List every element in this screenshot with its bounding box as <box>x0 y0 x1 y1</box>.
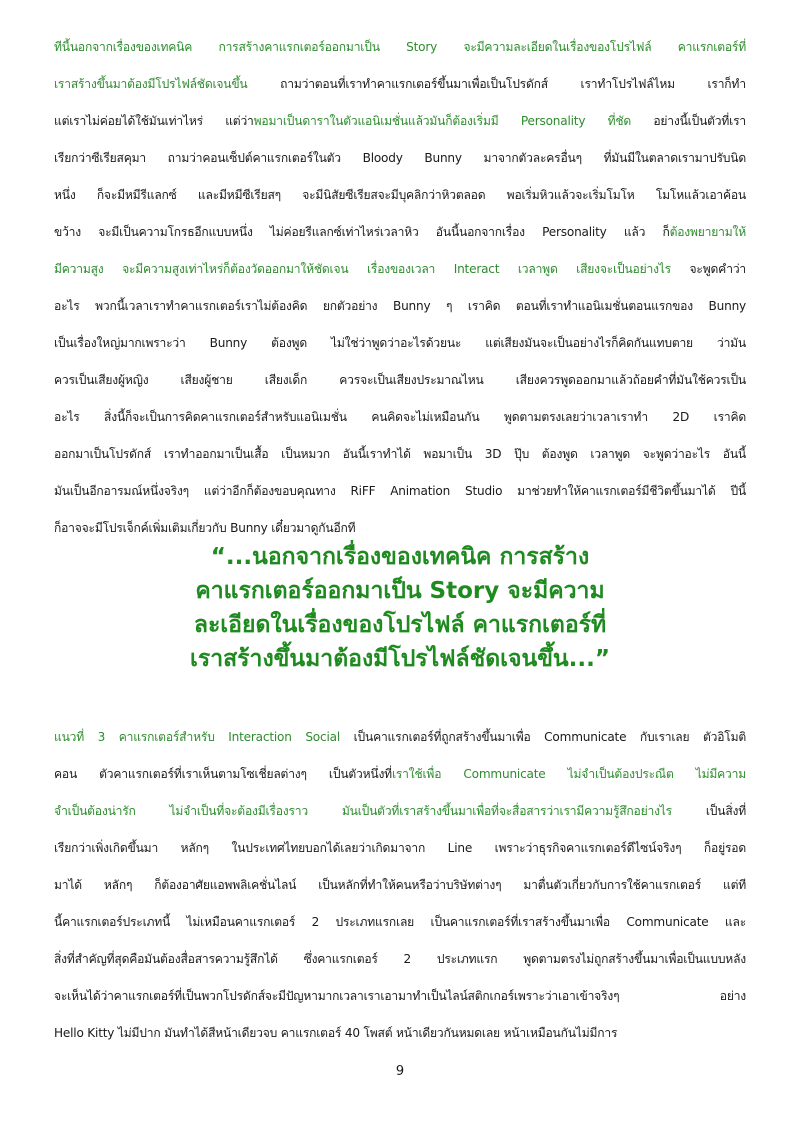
body-text: เป็นคาแรกเตอร์ที่ถูกสร้างขึ้นมาเพื่อ Communicate กับเราเลย ตัวอิโมติ <box>339 730 746 744</box>
body-text: หนึ่ง ก็จะมีหมีรีแลกซ์ และมีหมีซีเรียสๆ จะมีนิสัยซีเรียสจะมีบุคลิกว่าหิวตลอด พอเริ่มหิวแล้วจะเริ่มโมโห โมโหแล้วเอาค้อน <box>54 188 746 202</box>
highlighted-text: มีความสูง จะมีความสูงเท่าไหร่ก็ต้องวัดออกมาให้ชัดเจน เรื่องของเวลา Interact เวลาพูด เสียงจะเป็นอย่างไร <box>54 262 671 276</box>
text-line <box>54 904 746 941</box>
body-text: จะพูดคำว่า <box>670 262 746 276</box>
body-text: อะไร สิ่งนี้ก็จะเป็นการคิดคาแรกเตอร์สำหรับแอนิเมชั่น คนคิดจะไม่เหมือนกัน พูดตามตรงเลยว่าเวลาเราทำ 2D เราคิด <box>54 410 746 424</box>
body-text: นี้คาแรกเตอร์ประเภทนี้ ไม่เหมือนคาแรกเตอร์ 2 ประเภทแรกเลย เป็นคาแรกเตอร์ที่เราสร้างขึ้นมาเพื่อ Communicate และ <box>54 915 746 929</box>
highlighted-text: เราสร้างขึ้นมาต้องมีโปรไฟล์ชัดเจนขึ้น <box>54 77 248 91</box>
body-paragraph-2 <box>54 719 746 1052</box>
highlighted-text: ต้องพยายามให้ <box>669 225 746 239</box>
text-line <box>54 941 746 978</box>
body-text: ขว้าง จะมีเป็นความโกรธอีกแบบหนึ่ง ไม่ค่อยรีแลกซ์เท่าไหร่เวลาหิว อันนี้นอกจากเรื่อง Personality แล้ว ก็ <box>54 225 670 239</box>
body-text: อะไร พวกนี้เวลาเราทำคาแรกเตอร์เราไม่ต้องคิด ยกตัวอย่าง Bunny ๆ เราคิด ตอนที่เราทำแอนิเมชั่นตอนแรกของ Bunny <box>54 299 746 313</box>
body-paragraph-1 <box>54 29 746 547</box>
body-text: เป็นเรื่องใหญ่มากเพราะว่า Bunny ต้องพูด ไม่ใช่ว่าพูดว่าอะไรด้วยนะ แต่เสียงมันจะเป็นอย่างไรก็คิดกันแทบตาย ว่ามัน <box>54 336 746 350</box>
pull-quote-line: “...นอกจากเรื่องของเทคนิค การสร้าง <box>210 544 590 570</box>
body-text: มาได้ หลักๆ ก็ต้องอาศัยแอพพลิเคชั่นไลน์ เป็นหลักที่ทำให้คนหรือว่าบริษัทต่างๆ มาตื่นตัวเกี่ยวกับการใช้คาแรกเตอร์ แต่ที <box>54 878 746 892</box>
text-line <box>54 103 746 140</box>
text-line <box>54 29 746 66</box>
text-line <box>54 756 746 793</box>
body-text: ออกมาเป็นโปรดักส์ เราทำออกมาเป็นเสื้อ เป็นหมวก อันนี้เราทำได้ พอมาเป็น 3D ปุ๊บ ต้องพูด เวลาพูด จะพูดว่าอะไร อันนี้ <box>54 447 746 461</box>
pull-quote-line: ละเอียดในเรื่องของโปรไฟล์ คาแรกเตอร์ที่ <box>193 612 607 638</box>
text-line <box>54 473 746 510</box>
body-text: แต่เราไม่ค่อยได้ใช้มันเท่าไหร่ แต่ว่า <box>54 114 254 128</box>
body-text: ถามว่าตอนที่เราทำคาแรกเตอร์ขึ้นมาเพื่อเป็นโปรดักส์ เราทำโปรไฟล์ไหม เราก็ทำ <box>247 77 746 91</box>
highlighted-text: เราใช้เพื่อ Communicate ไม่จำเป็นต้องประณีต ไม่มีความ <box>391 767 746 781</box>
text-line <box>54 436 746 473</box>
pull-quote-line: คาแรกเตอร์ออกมาเป็น Story จะมีความ <box>195 578 605 604</box>
page-number: 9 <box>395 1064 405 1079</box>
body-text: อย่างนี้เป็นตัวที่เรา <box>631 114 746 128</box>
text-line <box>54 793 746 830</box>
body-text: เป็นสิ่งที่ <box>671 804 746 818</box>
body-text: จะเห็นได้ว่าคาแรกเตอร์ที่เป็นพวกโปรดักส์จะมีปัญหามากเวลาเราเอามาทำเป็นไลน์สติกเกอร์เพราะว่าเอาเข้าจริงๆ อย่าง <box>54 989 746 1003</box>
text-line <box>54 978 746 1015</box>
body-text: สิ่งที่สำคัญที่สุดคือมันต้องสื่อสารความรู้สึกได้ ซึ่งคาแรกเตอร์ 2 ประเภทแรก พูดตามตรงไม่ถูกสร้างขึ้นมาเพื่อเป็นแบบหลัง <box>54 952 746 966</box>
text-line <box>54 177 746 214</box>
body-text: ควรเป็นเสียงผู้หญิง เสียงผู้ชาย เสียงเด็ก ควรจะเป็นเสียงประมาณไหน เสียงควรพูดออกมาแล้วถ้อยคำที่มันใช้ควรเป็น <box>54 373 746 387</box>
pull-quote-line: เราสร้างขึ้นมาต้องมีโปรไฟล์ชัดเจนขึ้น...” <box>190 646 610 672</box>
body-text: เรียกว่าเพิ่งเกิดขึ้นมา หลักๆ ในประเทศไทยบอกได้เลยว่าเกิดมาจาก Line เพราะว่าธุรกิจคาแรกเตอร์ดีไซน์จริงๆ ก็อยู่รอด <box>54 841 746 855</box>
text-line <box>54 140 746 177</box>
text-line <box>54 399 746 436</box>
text-line <box>54 251 746 288</box>
body-text: ก็อาจจะมีโปรเจ็กค์เพิ่มเติมเกี่ยวกับ Bunny เดี๋ยวมาดูกันอีกที <box>54 521 356 535</box>
text-line <box>54 362 746 399</box>
body-text: คอน ตัวคาแรกเตอร์ที่เราเห็นตามโซเชี่ยลต่างๆ เป็นตัวหนึ่งที่ <box>54 767 392 781</box>
text-line <box>54 288 746 325</box>
text-line <box>54 1015 746 1052</box>
body-text: มันเป็นอีกอารมณ์หนึ่งจริงๆ แต่ว่าอีกก็ต้องขอบคุณทาง RiFF Animation Studio มาช่วยทำให้คาแรกเตอร์มีชีวิตขึ้นมาได้ ปีนี้ <box>54 484 746 498</box>
body-text: Hello Kitty ไม่มีปาก มันทำได้สีหน้าเดียวจบ คาแรกเตอร์ 40 โพสต์ หน้าเดียวกันหมดเลย หน้าเหมือนกันไม่มีการ <box>54 1026 618 1040</box>
highlighted-text: ทีนี้นอกจากเรื่องของเทคนิค การสร้างคาแรกเตอร์ออกมาเป็น Story จะมีความละเอียดในเรื่องของโปรไฟล์ คาแรกเตอร์ที่ <box>54 40 746 54</box>
text-line <box>54 66 746 103</box>
pull-quote <box>150 540 650 676</box>
text-line <box>54 830 746 867</box>
highlighted-text: พอมาเป็นดาราในตัวแอนิเมชั่นแล้วมันก็ต้องเริ่มมี Personality ที่ชัด <box>253 114 632 128</box>
body-text: เรียกว่าซีเรียสคุมา ถามว่าคอนเซ็ปต์คาแรกเตอร์ในตัว Bloody Bunny มาจากตัวละครอื่นๆ ที่มันมีในตลาดเรามาปรับนิด <box>54 151 746 165</box>
highlighted-text: จำเป็นต้องน่ารัก ไม่จำเป็นที่จะต้องมีเรื่องราว มันเป็นตัวที่เราสร้างขึ้นมาเพื่อที่จะสื่อสารว่าเรามีความรู้สึกอย่างไร <box>54 804 672 818</box>
text-line <box>54 325 746 362</box>
text-line <box>54 719 746 756</box>
text-line <box>54 214 746 251</box>
text-line <box>54 867 746 904</box>
highlighted-text: แนวที่ 3 คาแรกเตอร์สำหรับ Interaction Social <box>54 730 340 744</box>
